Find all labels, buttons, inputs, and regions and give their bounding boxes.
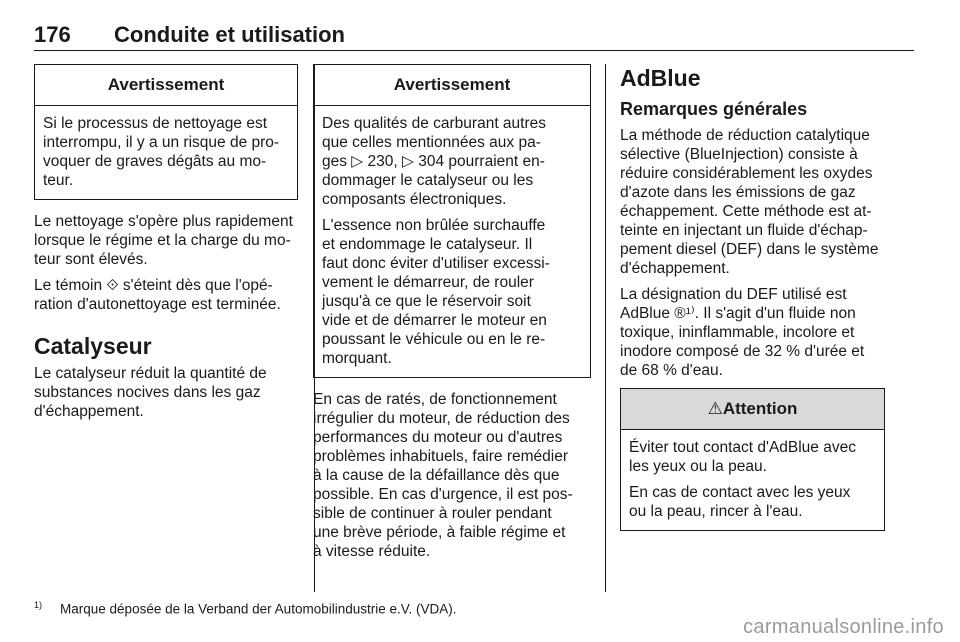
paragraph: Le nettoyage s'opère plus rapidement lorsque le régime et la charge du mo- teur sont élevés. bbox=[34, 213, 293, 268]
attention-box bbox=[620, 388, 885, 531]
column-1 bbox=[34, 64, 298, 428]
subsection-heading: Remarques générales bbox=[620, 99, 808, 119]
warning-box bbox=[313, 64, 591, 378]
footnote bbox=[34, 596, 457, 619]
paragraph: La méthode de réduction catalytique sélective (BlueInjection) consiste à réduire considérablement les oxydes d'azote dans les émissions de gaz échappement. Cette méthode est at- teinte en injectant un fluide d'échap- pement diesel (DEF) dans le système d'échappement. bbox=[620, 127, 879, 277]
page-title: Conduite et utilisation bbox=[114, 22, 345, 47]
warning-box bbox=[34, 64, 298, 200]
page-header bbox=[34, 20, 914, 51]
section-heading: Catalyseur bbox=[34, 333, 152, 359]
warning-title: Avertissement bbox=[314, 65, 590, 106]
page-number: 176 bbox=[34, 22, 71, 47]
section-heading: AdBlue bbox=[620, 65, 701, 91]
watermark: carmanualsonline.info bbox=[743, 616, 944, 638]
footnote-mark: 1) bbox=[34, 600, 43, 610]
attention-title: ⚠Attention bbox=[621, 389, 884, 430]
attention-text: Éviter tout contact d'AdBlue avec les yeux ou la peau. bbox=[629, 439, 856, 475]
footnote-text: Marque déposée de la Verband der Automobilindustrie e.V. (VDA). bbox=[60, 601, 457, 617]
warning-text: Si le processus de nettoyage est interrompu, il y a un risque de pro- voquer de graves dégâts au mo- teur. bbox=[43, 115, 280, 189]
paragraph: La désignation du DEF utilisé est AdBlue ®¹⁾. Il s'agit d'un fluide non toxique, ininflammable, incolore et inodore composé de 32 % d'urée et de 68 % d'eau. bbox=[620, 286, 865, 379]
paragraph: Le témoin ⟐ s'éteint dès que l'opé- ration d'autonettoyage est terminée. bbox=[34, 277, 281, 313]
warning-text: L'essence non brûlée surchauffe et endommage le catalyseur. Il faut donc éviter d'utiliser excessi- vement le démarreur, de rouler jusqu'à ce que le réservoir soit vide et de démarrer le moteur en poussant le véhicule ou en le re- morquant. bbox=[322, 217, 550, 367]
column-3 bbox=[620, 64, 885, 543]
column-2 bbox=[313, 64, 591, 568]
warning-title: Avertissement bbox=[35, 65, 297, 106]
paragraph: Le catalyseur réduit la quantité de substances nocives dans les gaz d'échappement. bbox=[34, 365, 267, 420]
warning-text: Des qualités de carburant autres que celles mentionnées aux pa- ges ▷ 230, ▷ 304 pourraient en- dommager le catalyseur ou les composants électroniques. bbox=[322, 115, 547, 208]
attention-text: En cas de contact avec les yeux ou la peau, rincer à l'eau. bbox=[629, 484, 851, 520]
column-divider bbox=[605, 64, 606, 592]
paragraph: En cas de ratés, de fonctionnement irrégulier du moteur, de réduction des performances du moteur ou d'autres problèmes inhabituels, faire remédier à la cause de la défaillance dès que possible. En cas d'urgence, il est pos- sible de continuer à rouler pendant une brève période, à faible régime et à vitesse réduite. bbox=[313, 391, 573, 560]
